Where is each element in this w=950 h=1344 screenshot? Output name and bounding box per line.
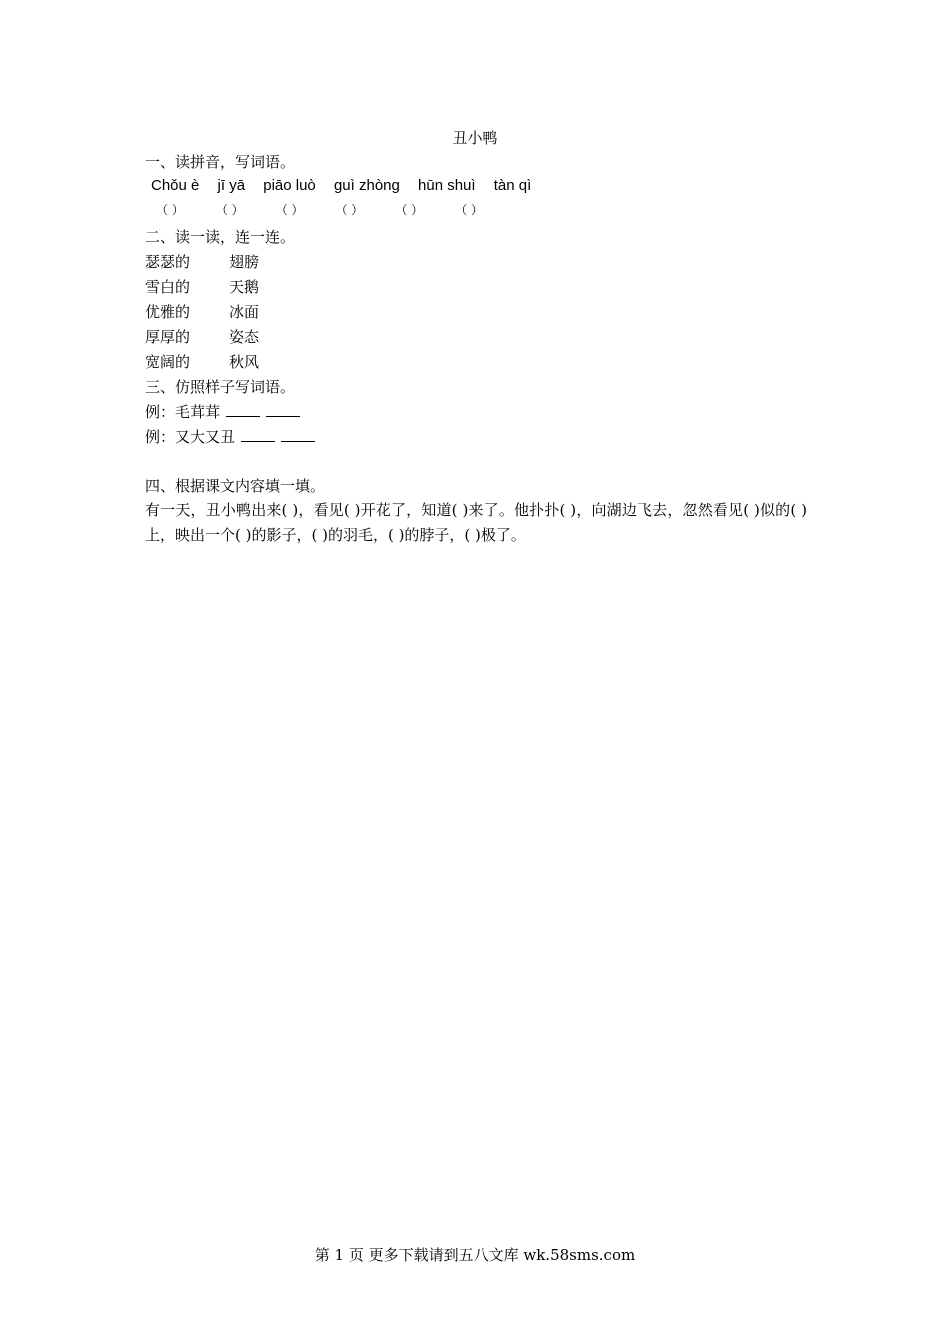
answer-paren[interactable]: （ ） [335,203,364,217]
example-line [145,402,300,422]
pair-right: 天鹅 [229,278,260,296]
answer-paren[interactable]: （ ） [455,203,483,217]
pinyin-item: Chǒu è [151,177,200,194]
example-word: 例：毛茸茸 [145,403,221,421]
answer-blank[interactable] [266,402,300,417]
pinyin-row [151,176,545,196]
page-footer: 第 1 页 更多下载请到五八文库 wk.58sms.com [314,1246,636,1264]
pinyin-item: guì zhòng [333,177,400,194]
section4-heading: 四、根据课文内容填一填。 [145,477,326,495]
pair-left: 宽阔的 [145,353,191,371]
pinyin-item: jī yā [217,177,246,194]
pair-right: 秋风 [229,353,260,371]
pair-left: 厚厚的 [145,328,191,346]
answer-paren[interactable]: （ ） [275,203,304,217]
section3-heading: 三、仿照样子写词语。 [145,378,296,396]
pinyin-item: piāo luò [263,177,316,194]
matching-pair [145,252,259,272]
answer-paren[interactable]: （ ） [156,203,184,217]
matching-pair [145,277,259,297]
section2-heading: 二、读一读，连一连。 [145,228,296,246]
fill-in-paragraph: 有一天，丑小鸭出来( )，看见( )开花了，知道( )来了。他扑扑( )，向湖边飞去，忽然看见( )似的( )上，映出一个( )的影子，( )的羽毛，( )的脖子，( )极了。 [145,501,807,544]
answer-paren[interactable]: （ ） [215,203,244,217]
pair-left: 雪白的 [145,278,191,296]
pair-left: 瑟瑟的 [145,253,191,271]
pinyin-item: hūn shuì [418,177,476,194]
matching-pair [145,327,259,347]
matching-pair [145,352,259,372]
matching-pair [145,302,259,322]
pinyin-item: tàn qì [493,177,532,194]
example-word: 例：又大又丑 [145,428,236,446]
pair-right: 姿态 [229,328,260,346]
example-line [145,427,315,447]
pair-left: 优雅的 [145,303,191,321]
section1-heading: 一、读拼音，写词语。 [145,153,296,171]
answer-parens-row [156,201,511,219]
answer-paren[interactable]: （ ） [395,203,424,217]
answer-blank[interactable] [281,427,315,442]
pair-right: 冰面 [229,303,260,321]
page-title: 丑小鸭 [452,129,498,147]
answer-blank[interactable] [226,402,260,417]
answer-blank[interactable] [241,427,275,442]
pair-right: 翅膀 [229,253,260,271]
